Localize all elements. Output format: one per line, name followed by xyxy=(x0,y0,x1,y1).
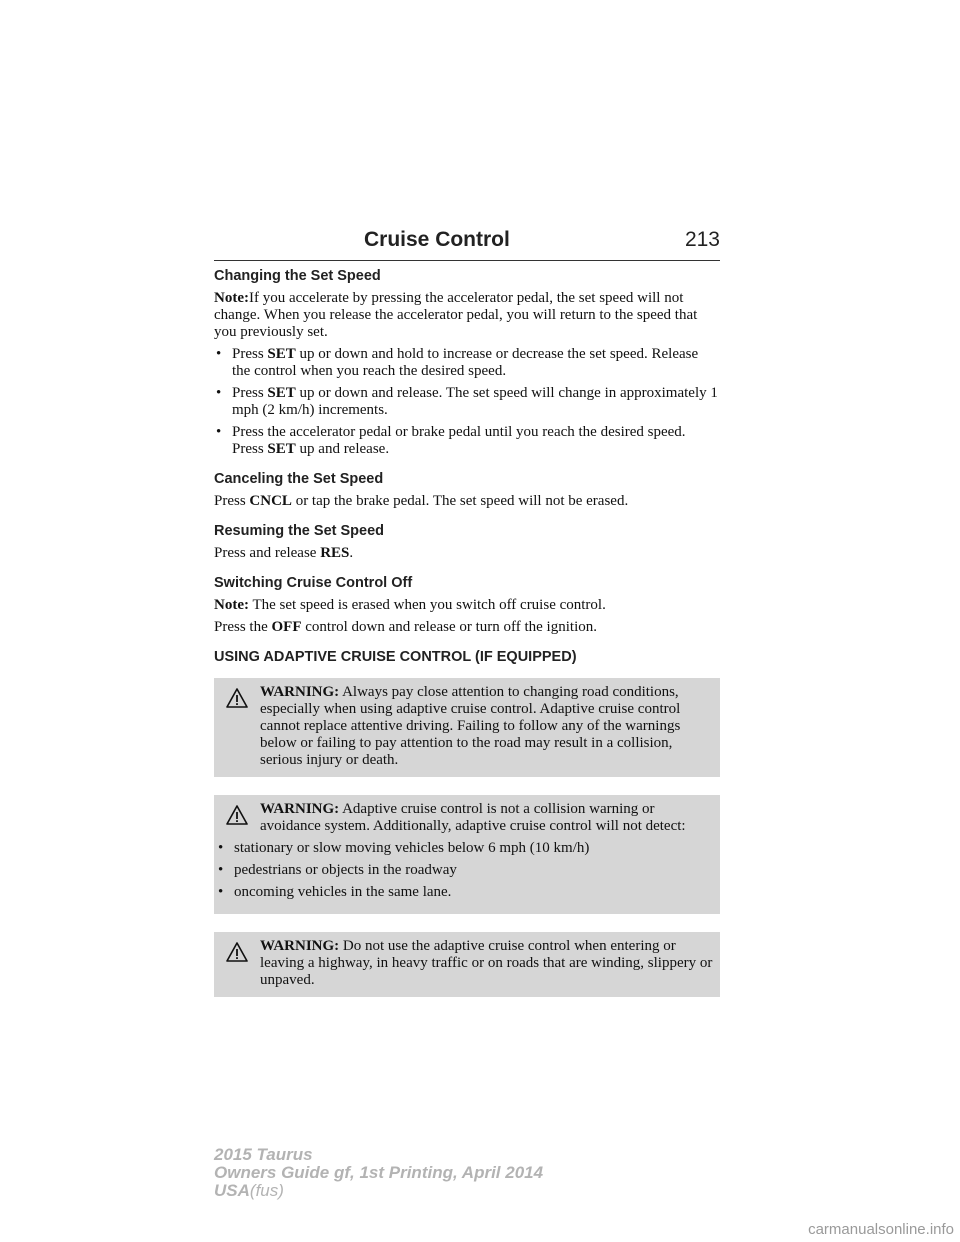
warning-text xyxy=(216,684,718,769)
list-item: • stationary or slow moving vehicles below 6 mph (10 km/h) xyxy=(216,840,718,857)
list-item xyxy=(214,424,720,458)
warning-body: Do not use the adaptive cruise control when entering or leaving a highway, in heavy traffic or on roads that are winding, slippery or unpaved. xyxy=(260,938,713,988)
warning-text xyxy=(216,938,718,989)
warning-triangle-icon xyxy=(226,805,248,825)
control-name: OFF xyxy=(271,619,302,635)
paragraph-switching xyxy=(214,619,720,636)
bullet-text: Press the accelerator pedal or brake pedal until you reach the desired speed. Press xyxy=(232,424,686,457)
control-name: SET xyxy=(267,346,296,362)
section-heading-changing: Changing the Set Speed xyxy=(214,268,381,284)
bullet-text: Press xyxy=(232,385,268,401)
list-item xyxy=(214,385,720,419)
footer-region-code: (fus) xyxy=(249,1181,284,1200)
footer-printing: Owners Guide gf, 1st Printing, April 2014 xyxy=(214,1163,544,1182)
control-name: CNCL xyxy=(249,493,292,509)
body-text: Press xyxy=(214,493,250,509)
bullet-text: up and release. xyxy=(295,441,390,457)
section-heading-switching: Switching Cruise Control Off xyxy=(214,575,413,591)
control-name: RES xyxy=(320,545,350,561)
warning-bullet-list xyxy=(216,840,718,901)
list-item: • pedestrians or objects in the roadway xyxy=(216,862,718,879)
body-text: Press and release xyxy=(214,545,321,561)
page-footer xyxy=(214,1146,543,1200)
warning-label: WARNING: xyxy=(260,684,340,700)
section-heading-resuming: Resuming the Set Speed xyxy=(214,523,385,539)
warning-triangle-icon xyxy=(226,942,248,962)
body-text: or tap the brake pedal. The set speed will not be erased. xyxy=(291,493,629,509)
warning-box-2 xyxy=(214,795,720,914)
control-name: SET xyxy=(267,441,296,457)
warning-box-3 xyxy=(214,932,720,997)
paragraph-canceling xyxy=(214,493,720,510)
footer-region xyxy=(214,1182,543,1200)
warning-label: WARNING: xyxy=(260,801,340,817)
footer-region-main: USA xyxy=(214,1181,250,1200)
warning-triangle-icon xyxy=(226,688,248,708)
list-item: • oncoming vehicles in the same lane. xyxy=(216,884,718,901)
section-heading-adaptive: USING ADAPTIVE CRUISE CONTROL (IF EQUIPPED) xyxy=(214,649,577,665)
chapter-title: Cruise Control xyxy=(364,228,510,251)
bullet-text: up or down and hold to increase or decrease the set speed. Release the control when you reach the desired speed. xyxy=(232,346,699,379)
note-changing xyxy=(214,290,720,341)
body-text: . xyxy=(349,545,354,561)
section-heading-canceling: Canceling the Set Speed xyxy=(214,471,384,487)
warning-body: Adaptive cruise control is not a collision warning or avoidance system. Additionally, adaptive cruise control will not detect: xyxy=(260,801,686,834)
control-name: SET xyxy=(267,385,296,401)
warning-body: Always pay close attention to changing road conditions, especially when using adaptive cruise control. Adaptive cruise control cannot replace attentive driving. Failing to follow any of the warnings below or failing to pay attention to the road may result in a collision, serious injury or death. xyxy=(260,684,681,768)
warning-label: WARNING: xyxy=(260,938,340,954)
list-item xyxy=(214,346,720,380)
page-header xyxy=(214,228,720,261)
bullet-list-changing xyxy=(214,346,720,458)
note-label: Note: xyxy=(214,290,249,306)
page-number: 213 xyxy=(684,228,720,251)
note-switching xyxy=(214,597,720,614)
footer-model: 2015 Taurus xyxy=(214,1145,313,1164)
body-text: control down and release or turn off the ignition. xyxy=(301,619,597,635)
note-text: The set speed is erased when you switch off cruise control. xyxy=(248,597,606,613)
body-text: Press the xyxy=(214,619,272,635)
watermark[interactable]: carmanualsonline.info xyxy=(808,1221,954,1238)
bullet-text: up or down and release. The set speed will change in approximately 1 mph (2 km/h) increments. xyxy=(232,385,718,418)
note-text: If you accelerate by pressing the accelerator pedal, the set speed will not change. When you release the accelerator pedal, you will return to the speed that you previously set. xyxy=(214,290,698,340)
bullet-text: Press xyxy=(232,346,268,362)
page-content xyxy=(214,268,720,1015)
note-label: Note: xyxy=(214,597,249,613)
paragraph-resuming xyxy=(214,545,720,562)
warning-box-1 xyxy=(214,678,720,777)
warning-text xyxy=(216,801,718,835)
